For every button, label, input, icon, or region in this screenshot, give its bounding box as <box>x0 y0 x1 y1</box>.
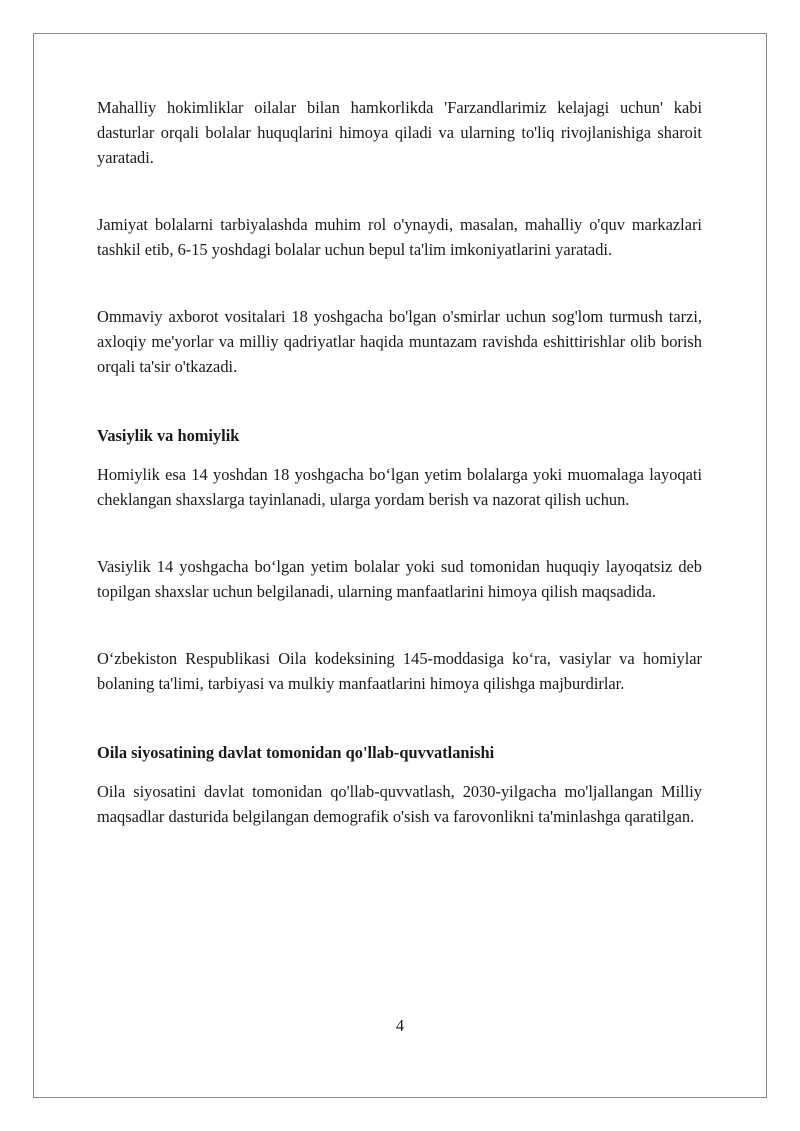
paragraph-local-authorities: Mahalliy hokimliklar oilalar bilan hamkorlikda 'Farzandlarimiz kelajagi uchun' kabi dasturlar orqali bolalar huquqlarini himoya qiladi va ularning to'liq rivojlanishiga sharoit yaratadi. <box>97 98 702 167</box>
paragraph-state-support: Oila siyosatini davlat tomonidan qo'llab-quvvatlash, 2030-yilgacha mo'ljallangan Milliy maqsadlar dasturida belgilangan demografik o'sish va farovonlikni ta'minlashga qaratilgan. <box>97 782 702 826</box>
paragraph-society-role: Jamiyat bolalarni tarbiyalashda muhim rol o'ynaydi, masalan, mahalliy o'quv markazlari tashkil etib, 6-15 yoshdagi bolalar uchun bepul ta'lim imkoniyatlarini yaratadi. <box>97 215 702 259</box>
section-heading-guardianship: Vasiylik va homiylik <box>97 426 240 445</box>
section-heading-state-support: Oila siyosatining davlat tomonidan qo'llab-quvvatlanishi <box>97 743 495 762</box>
paragraph-mass-media: Ommaviy axborot vositalari 18 yoshgacha bo'lgan o'smirlar uchun sog'lom turmush tarzi, axloqiy me'yorlar va milliy qadriyatlar haqida muntazam ravishda eshittirishlar olib borish orqali ta'sir o'tkazadi. <box>97 307 702 376</box>
page-number: 4 <box>395 1016 405 1035</box>
paragraph-family-code: O‘zbekiston Respublikasi Oila kodeksining 145-moddasiga ko‘ra, vasiylar va homiylar bolaning ta'limi, tarbiyasi va mulkiy manfaatlarini himoya qilishga majburdirlar. <box>97 649 702 693</box>
paragraph-patronage: Homiylik esa 14 yoshdan 18 yoshgacha bo‘lgan yetim bolalarga yoki muomalaga layoqati cheklangan shaxslarga tayinlanadi, ularga yordam berish va nazorat qilish uchun. <box>97 465 702 509</box>
paragraph-guardianship: Vasiylik 14 yoshgacha bo‘lgan yetim bolalar yoki sud tomonidan huquqiy layoqatsiz deb topilgan shaxslar uchun belgilanadi, ularning manfaatlarini himoya qilish maqsadida. <box>97 557 702 601</box>
document-body <box>97 95 702 829</box>
